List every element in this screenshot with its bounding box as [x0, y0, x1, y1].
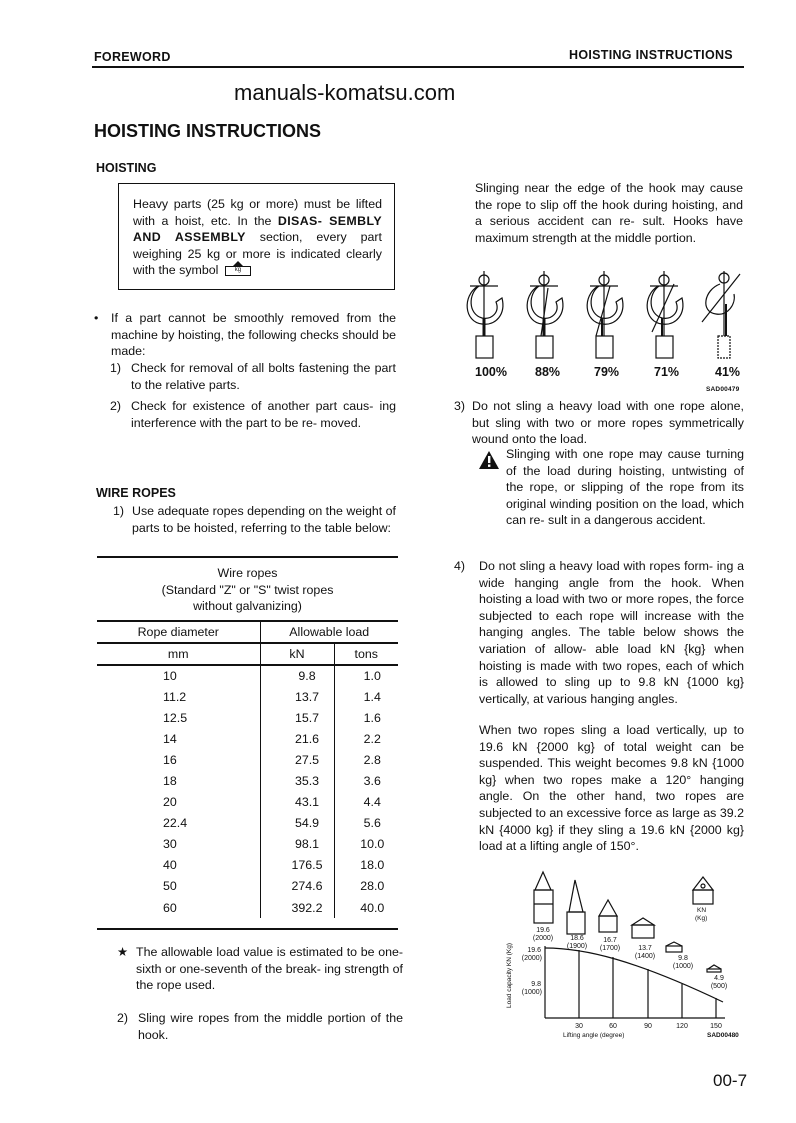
table-row: 20 43.1 4.4 [97, 792, 398, 813]
warning-text: Slinging with one rope may cause turning of the load during hoisting, untwisting of the rope, or slipping of the rope from its original winding position on the load, which can re- sult in a dangerous accident. [506, 447, 744, 528]
load-capacity-chart [495, 868, 760, 1043]
figure-id-hooks: SAD00479 [706, 386, 740, 393]
svg-text:90: 90 [644, 1023, 652, 1030]
col-header-rope-diameter: Rope diameter [97, 621, 260, 643]
legend-unit-kg: (Kg) [695, 915, 708, 922]
unit-tons: tons [334, 643, 398, 665]
table-top-rule [97, 556, 398, 558]
table-row: 60 392.2 40.0 [97, 897, 398, 918]
hook-icon [467, 271, 740, 358]
svg-text:4.9: 4.9 [714, 975, 724, 982]
item-4-continued: When two ropes sling a load vertically, up to 19.6 kN {2000 kg} of total weight can be suspended. This weight becomes 9.8 kN {1000 kg} when two ropes make a 120° hanging angle. On the other hand, two ropes are subjected to an excessive force as large as 39.2 kN {4000 kg} if they sling a 19.6 kN {2000 kg} load at a lifting angle of 150°. [479, 723, 744, 854]
item-4: 4) Do not sling a heavy load with ropes form- ing a wide hanging angle from the hook. When hoisting a load with two or more ropes, the force subjected to each rope will increase with the hanging angles. The table below shows the variation of allow- able load kN {kg} when hoisting is made with two ropes, each of which is allowed to sling up to 9.8 kN {1000 kg} vertically, at various hanging angles. [454, 559, 744, 706]
table-row: 22.4 54.9 5.6 [97, 813, 398, 834]
table-row: 30 98.1 10.0 [97, 834, 398, 855]
unit-kn: kN [260, 643, 334, 665]
svg-text:19.6: 19.6 [527, 947, 541, 954]
table-row: 40 176.5 18.0 [97, 855, 398, 876]
table-row: 18 35.3 3.6 [97, 770, 398, 791]
x-axis-label: Lifting angle (degree) [563, 1032, 625, 1039]
wire-rope-table [97, 621, 398, 918]
hook-strength-3: 79% [594, 365, 620, 379]
page-title: HOISTING INSTRUCTIONS [94, 121, 322, 141]
table-row: 12.5 15.7 1.6 [97, 707, 398, 728]
svg-text:19.6: 19.6 [536, 927, 550, 934]
y-axis-label: Load capacity KN (Kg) [506, 942, 513, 1008]
table-row: 16 27.5 2.8 [97, 749, 398, 770]
bullet-icon: • [94, 311, 99, 325]
legend-unit: KN [697, 907, 707, 914]
svg-text:13.7: 13.7 [638, 945, 652, 952]
svg-text:(2000): (2000) [532, 935, 554, 942]
hook-strength-1: 100% [475, 365, 507, 379]
wire-ropes-item-1: 1) Use adequate ropes depending on the weight of parts to be hoisted, referring to the table below: [113, 504, 396, 535]
svg-text:30: 30 [575, 1023, 583, 1030]
svg-text:9.8: 9.8 [678, 955, 688, 962]
hook-strength-4: 71% [654, 365, 680, 379]
svg-text:(1700): (1700) [599, 945, 621, 952]
hook-strength-2: 88% [535, 365, 561, 379]
page-number: 00-7 [713, 1071, 748, 1090]
section-title-wire-ropes: WIRE ROPES [96, 486, 176, 500]
hook-intro-text: Slinging near the edge of the hook may cause the rope to slip off the hook during hoisting, and a serious accident can re- sult. Hooks have maximum strength at the middle portion. [475, 181, 743, 245]
header-section-left: FOREWORD [94, 50, 171, 64]
warning-icon [478, 450, 500, 470]
svg-text:9.8: 9.8 [531, 981, 541, 988]
svg-text:18.6: 18.6 [570, 935, 584, 942]
table-row: 11.2 13.7 1.4 [97, 686, 398, 707]
table-caption: Wire ropes (Standard "Z" or "S" twist ropes without galvanizing) [161, 566, 334, 614]
svg-text:(1000): (1000) [521, 989, 542, 996]
table-header-row-2 [97, 643, 398, 665]
wire-ropes-item-2: 2) Sling wire ropes from the middle portion of the hook. [117, 1011, 403, 1042]
unit-mm: mm [97, 643, 260, 665]
heavy-part-kg-symbol-icon: kg [225, 266, 251, 276]
table-bottom-rule [97, 928, 398, 930]
svg-text:(2000): (2000) [521, 955, 542, 962]
table-header-row-1 [97, 621, 398, 643]
figure-id-chart: SAD00480 [707, 1032, 739, 1039]
hook-strength-figure [462, 266, 752, 361]
svg-text:(1400): (1400) [634, 953, 656, 960]
notice-text: Heavy parts (25 kg or more) must be lifted with a hoist, etc. In the DISAS- SEMBLY AND ASSEMBLY section, every part weighing 25 kg or more is indicated clearly with the symbol kg [133, 197, 382, 278]
section-title-hoisting: HOISTING [96, 161, 157, 175]
load-note: ★ The allowable load value is estimated to be one-sixth or one-seventh of the break- ing strength of the rope used. [117, 945, 403, 993]
star-icon: ★ [117, 945, 129, 959]
header-section-right: HOISTING INSTRUCTIONS [569, 48, 733, 62]
svg-text:60: 60 [609, 1023, 617, 1030]
col-header-allowable-load: Allowable load [260, 621, 398, 643]
table-row: 50 274.6 28.0 [97, 876, 398, 897]
header-rule [92, 66, 744, 68]
check-item-2: 2) Check for existence of another part caus- ing interference with the part to be re- moved. [110, 399, 396, 430]
hook-strength-5: 41% [715, 365, 741, 379]
load-shape-icons [534, 872, 721, 972]
notice-box [118, 183, 395, 290]
svg-text:(500): (500) [710, 983, 728, 990]
table-row: 14 21.6 2.2 [97, 728, 398, 749]
svg-text:(1000): (1000) [672, 963, 694, 970]
svg-text:16.7: 16.7 [603, 937, 617, 944]
watermark: manuals-komatsu.com [234, 80, 456, 105]
table-row: 10 9.8 1.0 [97, 665, 398, 686]
item-3: 3) Do not sling a heavy load with one rope alone, but sling with two or more ropes symmetrically wound onto the load. [454, 399, 744, 447]
svg-text:150: 150 [710, 1023, 722, 1030]
svg-text:(1900): (1900) [566, 943, 588, 950]
svg-text:120: 120 [676, 1023, 688, 1030]
hoisting-bullet: • If a part cannot be smoothly removed from the machine by hoisting, the following checks should be made: [94, 311, 396, 359]
check-item-1: 1) Check for removal of all bolts fastening the part to the relative parts. [110, 361, 396, 392]
